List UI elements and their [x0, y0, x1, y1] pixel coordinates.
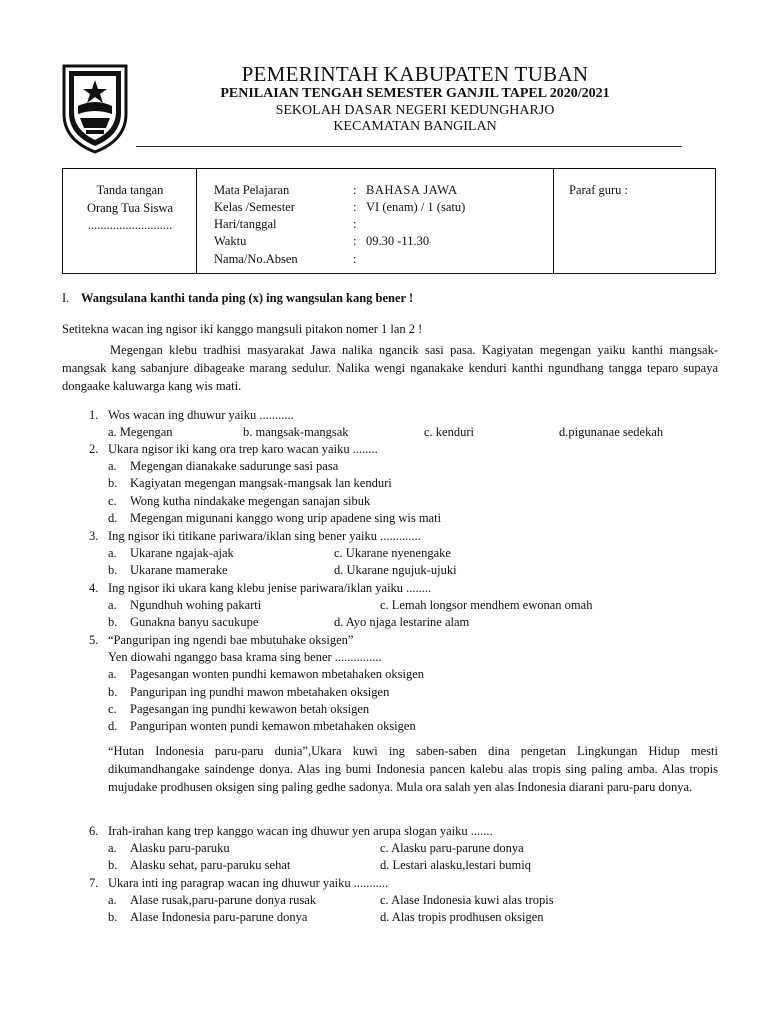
- question-5-text: “Panguripan ing ngendi bae mbutuhake oksigen”: [108, 633, 354, 647]
- option-letter: b.: [108, 910, 118, 924]
- date-label: Hari/tanggal: [214, 217, 277, 231]
- colon: :: [353, 217, 357, 231]
- option-letter: a.: [108, 667, 117, 681]
- option-letter: c.: [108, 702, 117, 716]
- option-letter: a.: [108, 459, 117, 473]
- option-a[interactable]: Ngundhuh wohing pakarti: [130, 598, 262, 612]
- question-2-text: Ukara ngisor iki kang ora trep karo wacan yaiku ........: [108, 442, 378, 456]
- option-a[interactable]: a. Megengan: [108, 425, 173, 439]
- teacher-signature-label: Paraf guru :: [569, 183, 629, 197]
- option-c[interactable]: c. kenduri: [424, 425, 474, 439]
- option-letter: b.: [108, 858, 118, 872]
- option-letter: a.: [108, 841, 117, 855]
- question-4-text: Ing ngisor iki ukara kang klebu jenise pariwara/iklan yaiku ........: [108, 581, 432, 595]
- subject-value: BAHASA JAWA: [366, 183, 458, 197]
- option-b[interactable]: Alase Indonesia paru-parune donya: [130, 910, 308, 924]
- question-number: 5.: [89, 633, 99, 647]
- option-d[interactable]: d. Ukarane ngujuk-ujuki: [334, 563, 457, 577]
- option-c[interactable]: c. Alase Indonesia kuwi alas tropis: [380, 893, 554, 907]
- option-a[interactable]: Ukarane ngajak-ajak: [130, 546, 234, 560]
- section-instruction: Wangsulana kanthi tanda ping (x) ing wangsulan kang bener !: [81, 291, 414, 305]
- question-number: 4.: [89, 581, 99, 595]
- subject-label: Mata Pelajaran: [214, 183, 290, 197]
- option-letter: a.: [108, 546, 117, 560]
- header-district: KECAMATAN BANGILAN: [333, 119, 497, 134]
- question-7-text: Ukara inti ing paragrap wacan ing dhuwur yaiku ...........: [108, 876, 389, 890]
- colon: :: [353, 252, 357, 266]
- header-title: PEMERINTAH KABUPATEN TUBAN: [241, 62, 589, 86]
- section-number: I.: [62, 291, 70, 305]
- question-6-text: Irah-irahan kang trep kanggo wacan ing dhuwur yen arupa slogan yaiku .......: [108, 824, 493, 838]
- time-label: Waktu: [214, 234, 247, 248]
- header-subtitle: PENILAIAN TENGAH SEMESTER GANJIL TAPEL 2020/2021: [220, 86, 610, 101]
- name-label: Nama/No.Absen: [214, 252, 298, 266]
- class-value: VI (enam) / 1 (satu): [366, 200, 466, 214]
- question-number: 2.: [89, 442, 99, 456]
- signature-label-2: Orang Tua Siswa: [86, 201, 174, 215]
- kabupaten-tuban-emblem: [60, 62, 130, 154]
- question-1-text: Wos wacan ing dhuwur yaiku ...........: [108, 408, 294, 422]
- signature-label: Tanda tangan: [96, 183, 164, 197]
- option-letter: b.: [108, 685, 118, 699]
- option-b[interactable]: Panguripan ing pundhi mawon mbetahaken oksigen: [130, 685, 390, 699]
- option-c[interactable]: Wong kutha nindakake megengan sanajan sibuk: [130, 494, 371, 508]
- reading-passage-1: Megengan klebu tradhisi masyarakat Jawa nalika ngancik sasi pasa. Kagiyatan megengan yaiku kanthi mangsak-mangsak kang sabanjure dibageake marang sedulur. Nalika wengi nganakake kenduri kanthi ngundhang tangga teparo supaya dongaake kaluwarga kang wis mati.: [62, 343, 718, 393]
- option-d[interactable]: d. Ayo njaga lestarine alam: [334, 615, 470, 629]
- option-d[interactable]: Megengan migunani kanggo wong urip apadene sing wis mati: [130, 511, 442, 525]
- option-c[interactable]: c. Ukarane nyenengake: [334, 546, 451, 560]
- info-table-divider: [553, 168, 554, 274]
- option-letter: a.: [108, 598, 117, 612]
- class-label: Kelas /Semester: [214, 200, 295, 214]
- option-a[interactable]: Alasku paru-paruku: [130, 841, 230, 855]
- colon: :: [353, 183, 357, 197]
- option-letter: d.: [108, 511, 118, 525]
- option-c[interactable]: c. Alasku paru-parune donya: [380, 841, 524, 855]
- header-divider: [136, 146, 682, 147]
- option-d[interactable]: d. Lestari alasku,lestari bumiq: [380, 858, 532, 872]
- colon: :: [353, 200, 357, 214]
- option-d[interactable]: Panguripan wonten pundi kemawon mbetahaken oksigen: [130, 719, 416, 733]
- section-intro: Setitekna wacan ing ngisor iki kanggo mangsuli pitakon nomer 1 lan 2 !: [62, 322, 423, 336]
- option-b[interactable]: Alasku sehat, paru-paruku sehat: [130, 858, 291, 872]
- option-letter: b.: [108, 476, 118, 490]
- option-c[interactable]: Pagesangan ing pundhi kewawon betah oksigen: [130, 702, 370, 716]
- question-number: 7.: [89, 876, 99, 890]
- option-b[interactable]: b. mangsak-mangsak: [243, 425, 349, 439]
- option-d[interactable]: d.pigunanae sedekah: [559, 425, 664, 439]
- option-a[interactable]: Megengan dianakake sadurunge sasi pasa: [130, 459, 339, 473]
- header-school: SEKOLAH DASAR NEGERI KEDUNGHARJO: [275, 103, 555, 118]
- option-a[interactable]: Alase rusak,paru-parune donya rusak: [130, 893, 317, 907]
- option-letter: b.: [108, 563, 118, 577]
- reading-passage-2: “Hutan Indonesia paru-paru dunia”,Ukara kuwi ing saben-saben dina pengetan Lingkungan Hidup mesti dikumandhangake saindenge donya. Alas ing bumi Indonesia pancen kalebu alas tropis sing paling amba. Alas tropis mujudake prodhusen oksigen sing paling gedhe sadonya. Mula ora salah yen alas Indonesia diarani paru-paru donya.: [108, 744, 718, 794]
- option-b[interactable]: Kagiyatan megengan mangsak-mangsak lan kenduri: [130, 476, 392, 490]
- option-b[interactable]: Gunakna banyu sacukupe: [130, 615, 259, 629]
- question-number: 1.: [89, 408, 99, 422]
- question-5-subtext: Yen diowahi nganggo basa krama sing bener ...............: [108, 650, 382, 664]
- option-c[interactable]: c. Lemah longsor mendhem ewonan omah: [380, 598, 593, 612]
- option-letter: a.: [108, 893, 117, 907]
- signature-field[interactable]: ...........................: [87, 218, 173, 232]
- option-d[interactable]: d. Alas tropis prodhusen oksigen: [380, 910, 544, 924]
- info-table-divider: [196, 168, 197, 274]
- option-a[interactable]: Pagesangan wonten pundhi kemawon mbetahaken oksigen: [130, 667, 425, 681]
- option-letter: d.: [108, 719, 118, 733]
- question-number: 3.: [89, 529, 99, 543]
- option-b[interactable]: Ukarane mamerake: [130, 563, 228, 577]
- question-number: 6.: [89, 824, 99, 838]
- colon: :: [353, 234, 357, 248]
- question-3-text: Ing ngisor iki titikane pariwara/iklan sing bener yaiku .............: [108, 529, 421, 543]
- time-value: 09.30 -11.30: [366, 234, 430, 248]
- option-letter: c.: [108, 494, 117, 508]
- option-letter: b.: [108, 615, 118, 629]
